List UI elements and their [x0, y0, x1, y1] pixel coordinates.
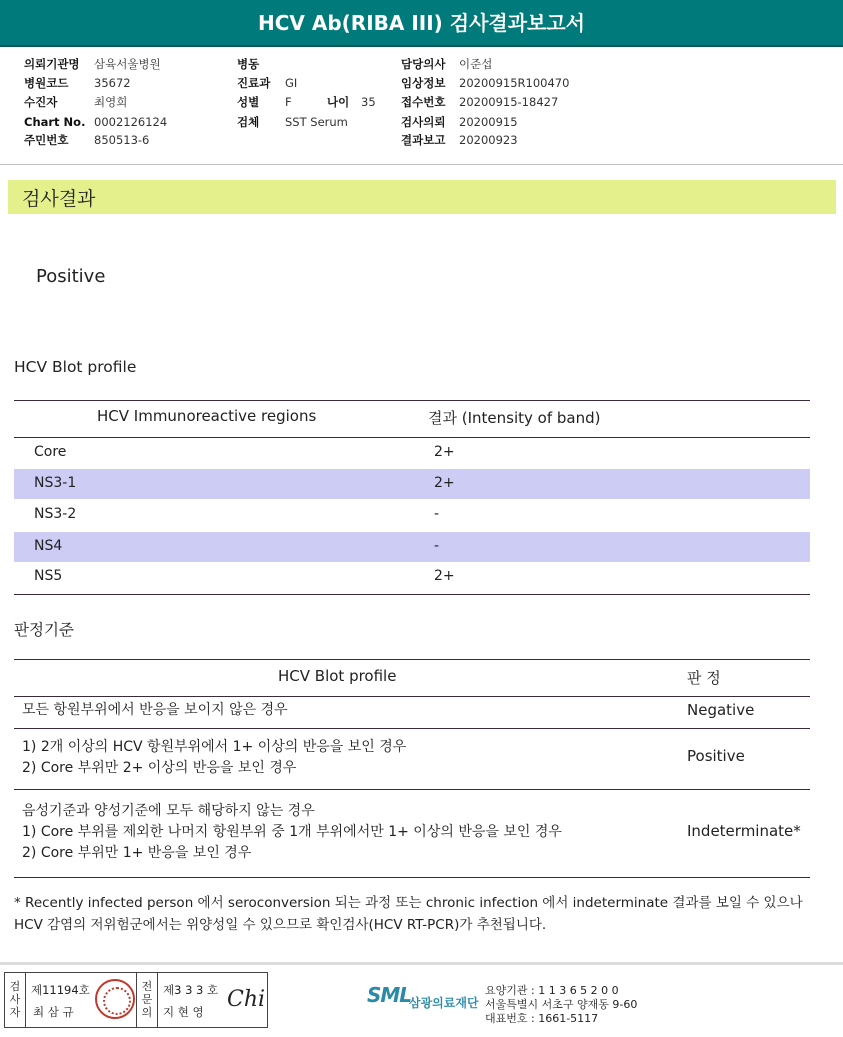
- table-border: [14, 728, 810, 729]
- criteria-text: 모든 항원부위에서 반응을 보이지 않은 경우: [22, 702, 288, 718]
- table-border: [14, 789, 810, 790]
- criteria-text: 1) Core 부위를 제외한 나머지 항원부위 중 1개 부위에서만 1+ 이상의 반응을 보인 경우: [22, 824, 562, 840]
- report-title: HCV Ab(RIBA III) 검사결과보고서: [0, 0, 843, 47]
- region-cell: NS3-1: [34, 475, 77, 491]
- signature-box: [4, 972, 268, 1028]
- overall-result: Positive: [36, 266, 106, 287]
- judgement-cell: Indeterminate*: [687, 822, 801, 840]
- region-cell: NS3-2: [34, 506, 77, 522]
- row-highlight: [14, 469, 810, 499]
- specialist-label: 전문의: [136, 973, 158, 1027]
- info-row: 임상정보 20200915R100470: [401, 76, 570, 90]
- footnote: * Recently infected person 에서 seroconversion 되는 과정 또는 chronic infection 에서 indeterminate 결과를 보일 수 있으나 HCV 감염의 저위험군에서는 위양성일 수 있으므로 확인검사(HCV RT-PCR)가 추천됩니다.: [14, 895, 803, 933]
- criteria-text: 음성기준과 양성기준에 모두 해당하지 않는 경우: [22, 803, 315, 819]
- specialist-name: 지 현 영: [163, 1005, 204, 1019]
- specialist-license: 제3 3 3 호: [163, 983, 219, 997]
- result-cell: -: [434, 538, 440, 554]
- result-cell: 2+: [434, 475, 455, 491]
- divider: [0, 164, 843, 165]
- org-phone: 대표번호 : 1661-5117: [485, 1012, 599, 1025]
- info-row: 결과보고 20200923: [401, 133, 518, 147]
- sml-logo: SML: [367, 983, 412, 1007]
- info-row: 수진자 최영희: [24, 95, 128, 109]
- info-row: 주민번호 850513-6: [24, 133, 150, 147]
- seal-stamp: [95, 979, 135, 1019]
- table-border: [14, 400, 810, 401]
- info-row: 검사의뢰 20200915: [401, 115, 518, 129]
- region-cell: NS4: [34, 538, 63, 554]
- criteria-text: 1) 2개 이상의 HCV 항원부위에서 1+ 이상의 반응을 보인 경우: [22, 739, 407, 755]
- result-cell: 2+: [434, 444, 455, 460]
- blot-profile-heading: HCV Blot profile: [14, 358, 137, 376]
- signature: Chi: [227, 987, 266, 1012]
- col-header-regions: HCV Immunoreactive regions: [97, 407, 317, 425]
- patient-info: [0, 55, 843, 163]
- info-row: 검체 SST Serum: [237, 115, 348, 129]
- table-border: [14, 696, 810, 697]
- org-code: 요양기관 : 1 1 3 6 5 2 0 0: [485, 984, 619, 997]
- examiner-label: 검사자: [5, 973, 26, 1027]
- col-header-profile: HCV Blot profile: [278, 667, 397, 685]
- info-row: 의뢰기관명 삼육서울병원: [24, 57, 161, 71]
- result-cell: 2+: [434, 568, 455, 584]
- result-cell: -: [434, 506, 440, 522]
- info-row: 접수번호 20200915-18427: [401, 95, 559, 109]
- info-row: 담당의사 이준섭: [401, 57, 493, 71]
- region-cell: NS5: [34, 568, 63, 584]
- row-highlight: [14, 532, 810, 562]
- info-row: 성별 F: [237, 95, 292, 109]
- col-header-judgement: 판 정: [687, 669, 721, 687]
- table-border: [14, 437, 810, 438]
- criteria-text: 2) Core 부위만 2+ 이상의 반응을 보인 경우: [22, 760, 297, 776]
- table-border: [14, 659, 810, 660]
- criteria-heading: 판정기준: [14, 621, 74, 639]
- info-row: 나이 35: [327, 95, 376, 109]
- table-border: [14, 594, 810, 595]
- col-header-result: 결과 (Intensity of band): [428, 409, 601, 427]
- info-row: Chart No. 0002126124: [24, 115, 168, 129]
- footer-divider: [0, 962, 843, 965]
- info-row: 병동: [237, 57, 260, 71]
- table-border: [14, 877, 810, 878]
- examiner-license: 제11194호: [31, 983, 90, 997]
- judgement-cell: Negative: [687, 701, 755, 719]
- region-cell: Core: [34, 444, 67, 460]
- org-name: 삼광의료재단: [409, 996, 479, 1010]
- judgement-cell: Positive: [687, 747, 745, 765]
- org-address: 서울특별시 서초구 양재동 9-60: [485, 998, 638, 1011]
- info-row: 진료과 GI: [237, 76, 298, 90]
- info-row: 병원코드 35672: [24, 76, 131, 90]
- criteria-text: 2) Core 부위만 1+ 반응을 보인 경우: [22, 845, 252, 861]
- examiner-name: 최 삼 규: [33, 1005, 74, 1019]
- section-header: 검사결과: [8, 180, 836, 214]
